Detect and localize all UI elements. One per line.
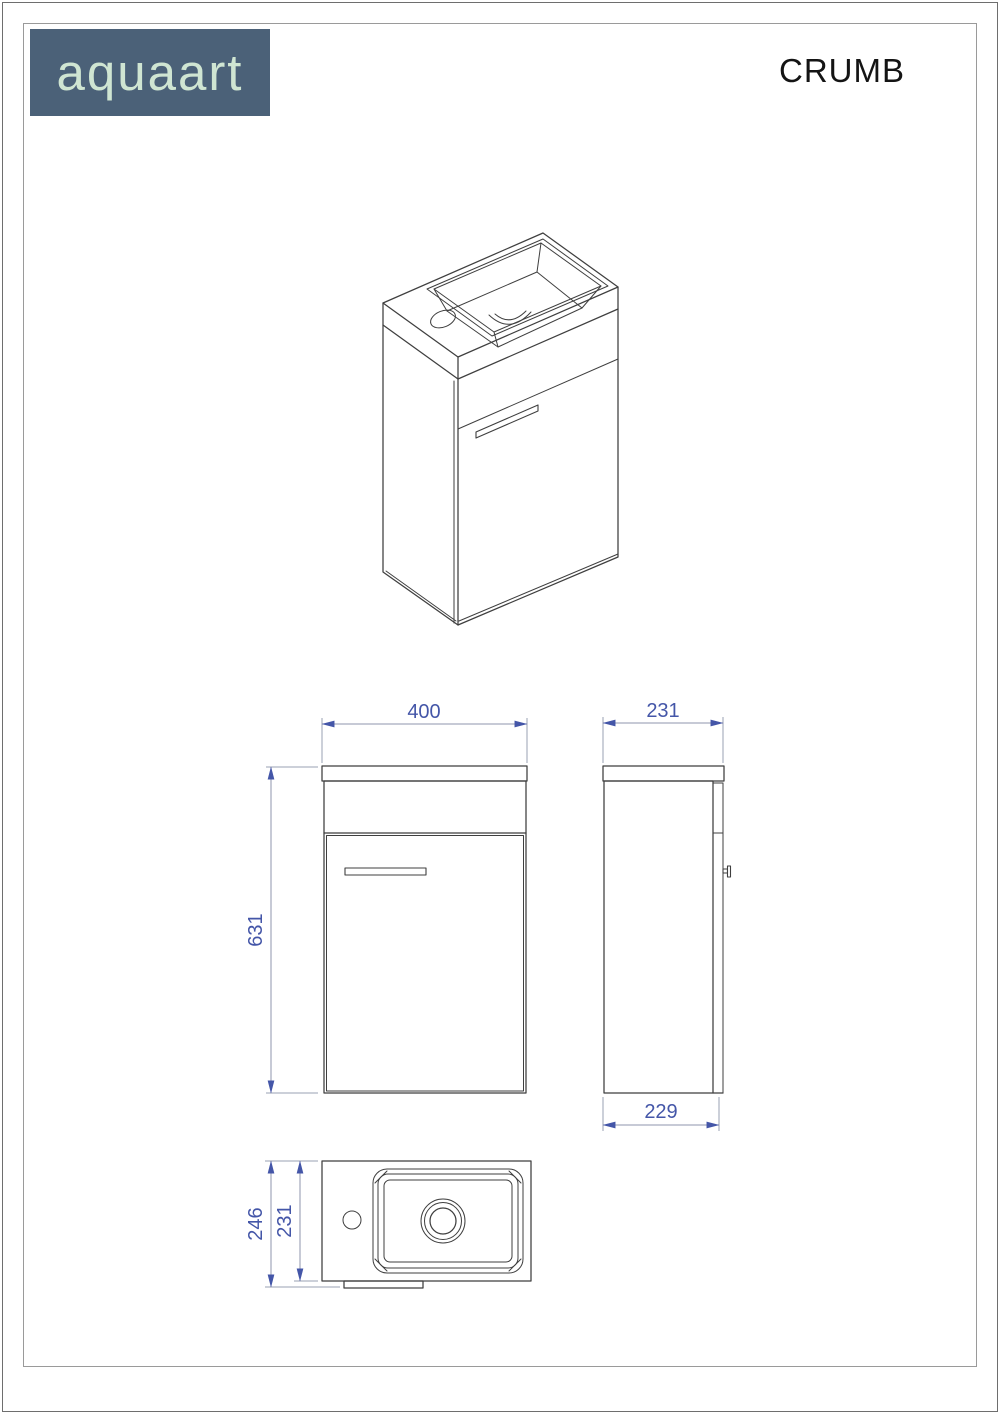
plan-depth-total-label: 246 — [245, 1207, 267, 1241]
front-width-label: 400 — [407, 701, 441, 723]
plan-view — [322, 1161, 531, 1288]
brand-logo-text: aquaart — [56, 44, 244, 101]
plan-cabinet-tab — [344, 1281, 423, 1288]
front-handle — [345, 868, 426, 875]
iso-faucet-hole — [428, 307, 458, 332]
iso-handle — [476, 405, 538, 438]
side-view-dimensions — [603, 700, 723, 1131]
product-title: CRUMB — [779, 52, 905, 89]
front-view-dimensions — [245, 701, 527, 1093]
front-height-label: 631 — [245, 913, 267, 947]
side-depth-bottom-label: 229 — [644, 1101, 678, 1123]
isometric-view — [383, 233, 618, 625]
plan-drain — [421, 1199, 465, 1243]
plan-depth-basin-label: 231 — [274, 1204, 296, 1238]
plan-faucet-hole — [343, 1211, 361, 1229]
front-view — [322, 766, 527, 1093]
side-depth-top-label: 231 — [646, 700, 680, 722]
side-view — [603, 766, 731, 1093]
side-handle — [723, 866, 731, 877]
plan-view-dimensions — [245, 1161, 340, 1287]
